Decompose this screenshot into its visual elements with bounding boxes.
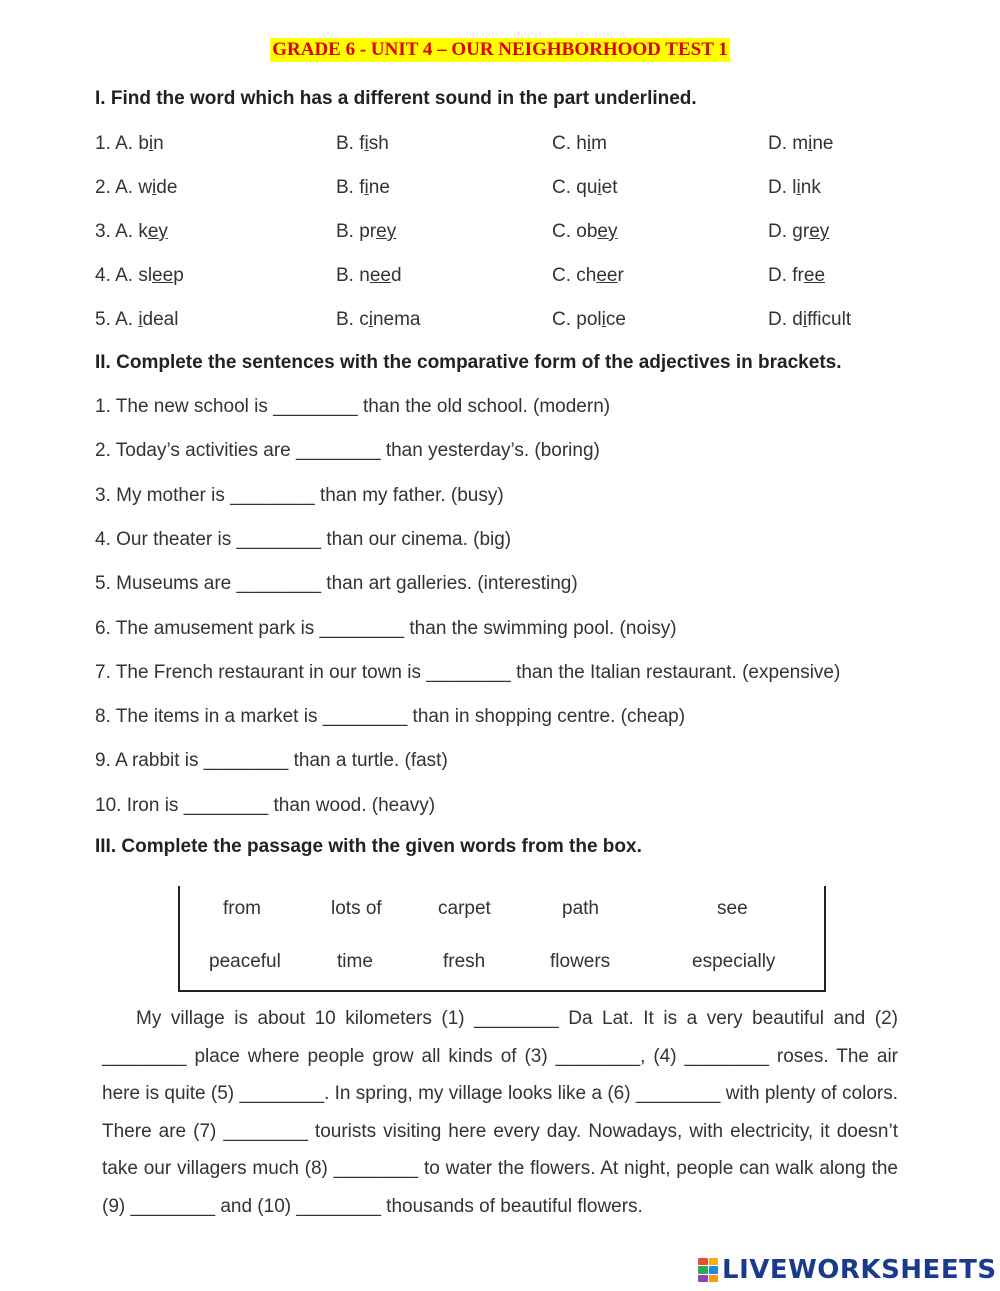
option-word-end: r [617,265,624,286]
sentence-item: 3. My mother is ________ than my father. (busy) [95,484,504,506]
option-label: C. [552,177,577,198]
box-word: lots of [331,898,382,919]
option-word-start: fr [792,265,804,286]
option-word-end: sh [368,133,389,154]
option-word-start: n [359,265,370,286]
box-word: especially [692,951,776,972]
box-word: carpet [438,898,491,919]
q1-option-c [552,133,607,155]
word-box [178,886,826,992]
sentence-item: 7. The French restaurant in our town is ________ than the Italian restaurant. (expensive) [95,661,841,683]
option-label: 3. A. [95,221,139,242]
sentence-item: 10. Iron is ________ than wood. (heavy) [95,794,436,816]
option-label: C. [552,265,577,286]
q1-option-b [336,133,389,155]
box-word: fresh [443,951,486,972]
option-label: C. [552,133,577,154]
option-label: D. [768,221,793,242]
option-word-start: f [359,133,365,154]
underlined-sound: i [802,309,808,330]
logo-icon [698,1258,718,1282]
option-word-end: nk [800,177,821,198]
sentence-item: 4. Our theater is ________ than our cinema. (big) [95,528,512,550]
option-word-start: f [359,177,365,198]
sentence-item: 8. The items in a market is ________ than in shopping centre. (cheap) [95,706,686,728]
passage [102,1000,898,1225]
q5-option-c [552,309,626,331]
option-label: D. [768,133,793,154]
q1-option-a [95,133,164,155]
option-word-start: w [138,177,153,198]
sentence-item: 2. Today’s activities are ________ than yesterday’s. (boring) [95,440,600,462]
sentence-item: 1. The new school is ________ than the old school. (modern) [95,396,611,417]
box-word: path [562,898,599,919]
section3-heading: III. Complete the passage with the given words from the box. [95,836,642,857]
option-word-end: fficult [807,309,852,330]
option-word-end: ne [812,133,834,154]
option-word-start: c [359,309,369,330]
option-word-start: m [792,133,809,154]
option-label: C. [552,309,577,330]
page-title: GRADE 6 - UNIT 4 – OUR NEIGHBORHOOD TEST 1 [272,39,728,60]
underlined-sound: ey [147,221,168,242]
option-word-end: nema [372,309,421,330]
option-word-start: qu [576,177,598,198]
sentence-item: 5. Museums are ________ than art galleries. (interesting) [95,573,578,595]
option-word-start: b [138,133,149,154]
underlined-sound: i [796,177,801,198]
underlined-sound: i [148,133,154,154]
underlined-sound: i [364,133,369,154]
option-word-end: p [173,265,184,286]
logo-text: LIVEWORKSHEETS [722,1255,997,1285]
option-label: D. [768,309,793,330]
passage-text: My village is about 10 kilometers (1) ________ Da Lat. It is a very beautiful and (2) ________ place where people grow all kinds of (3) ________, (4) ________ roses. The air here is quite (5) ________. In spring, my village looks like a (6) ________ with plenty of colors. There are (7) ________ tourists visiting here every day. Nowadays, with electricity, it doesn’t take our villagers much (8) ________ to water the flowers. At night, people can walk along the (9) ________ and (10) ________ thousands of beautiful flowers. [102,1008,898,1217]
option-word-start: pr [359,221,377,242]
q5-option-d [768,309,851,331]
option-word-end: d [390,265,402,286]
underlined-sound: i [152,177,157,198]
q4-option-b [336,265,402,287]
option-word-start: pol [576,309,602,330]
option-label: 5. A. [95,309,139,330]
option-word-start: k [138,221,148,242]
option-label: B. [336,309,360,330]
liveworksheets-logo[interactable] [698,1254,997,1286]
option-word-start: l [792,177,797,198]
title-container [0,38,1000,62]
box-word: time [337,951,373,972]
underlined-sound: i [601,309,606,330]
q3-option-a [95,221,168,243]
q4-option-d [768,265,825,287]
box-word: see [717,898,748,919]
q3-option-d [768,221,829,243]
q3-option-c [552,221,618,243]
q2-option-c [552,177,618,199]
option-label: D. [768,265,793,286]
option-word-start: sl [138,265,153,286]
q1-option-d [768,133,833,155]
option-label: 4. A. [95,265,139,286]
underlined-sound: ee [369,265,391,286]
underlined-sound: i [364,177,369,198]
q5-option-a [95,309,178,331]
q2-option-b [336,177,390,199]
option-word-start: ob [576,221,598,242]
q5-option-b [336,309,421,331]
underlined-sound: i [138,309,143,330]
option-word-start: ch [576,265,597,286]
q3-option-b [336,221,396,243]
box-word: from [223,898,261,919]
underlined-sound: ee [803,265,826,286]
option-word-start: d [792,309,803,330]
option-label: B. [336,221,360,242]
option-label: B. [336,177,360,198]
option-label: B. [336,265,360,286]
option-label: C. [552,221,577,242]
section2-heading: II. Complete the sentences with the comparative form of the adjectives in brackets. [95,352,842,373]
underlined-sound: ey [809,221,830,242]
box-word: flowers [550,951,611,972]
option-label: 2. A. [95,177,139,198]
underlined-sound: ey [597,221,618,242]
sentence-item: 9. A rabbit is ________ than a turtle. (fast) [95,750,448,772]
option-word-start: h [576,133,587,154]
sentence-item: 6. The amusement park is ________ than the swimming pool. (noisy) [95,617,677,639]
option-word-end: de [156,177,178,198]
option-word-start: gr [792,221,810,242]
q2-option-a [95,177,177,199]
option-word-end: ne [368,177,390,198]
option-word-end: ce [605,309,626,330]
option-label: D. [768,177,793,198]
underlined-sound: ee [596,265,618,286]
option-word-end: et [601,177,618,198]
underlined-sound: i [808,133,813,154]
underlined-sound: ey [376,221,397,242]
underlined-sound: ee [152,265,174,286]
q4-option-a [95,265,184,287]
option-word-end: m [591,133,607,154]
option-label: 1. A. [95,133,139,154]
underlined-sound: i [597,177,602,198]
underlined-sound: i [586,133,592,154]
underlined-sound: i [368,309,373,330]
q2-option-d [768,177,821,199]
option-word-end: deal [142,309,179,330]
q4-option-c [552,265,624,287]
box-word: peaceful [209,951,281,972]
option-label: B. [336,133,360,154]
section1-heading: I. Find the word which has a different sound in the part underlined. [95,88,697,109]
option-word-end: n [153,133,164,154]
